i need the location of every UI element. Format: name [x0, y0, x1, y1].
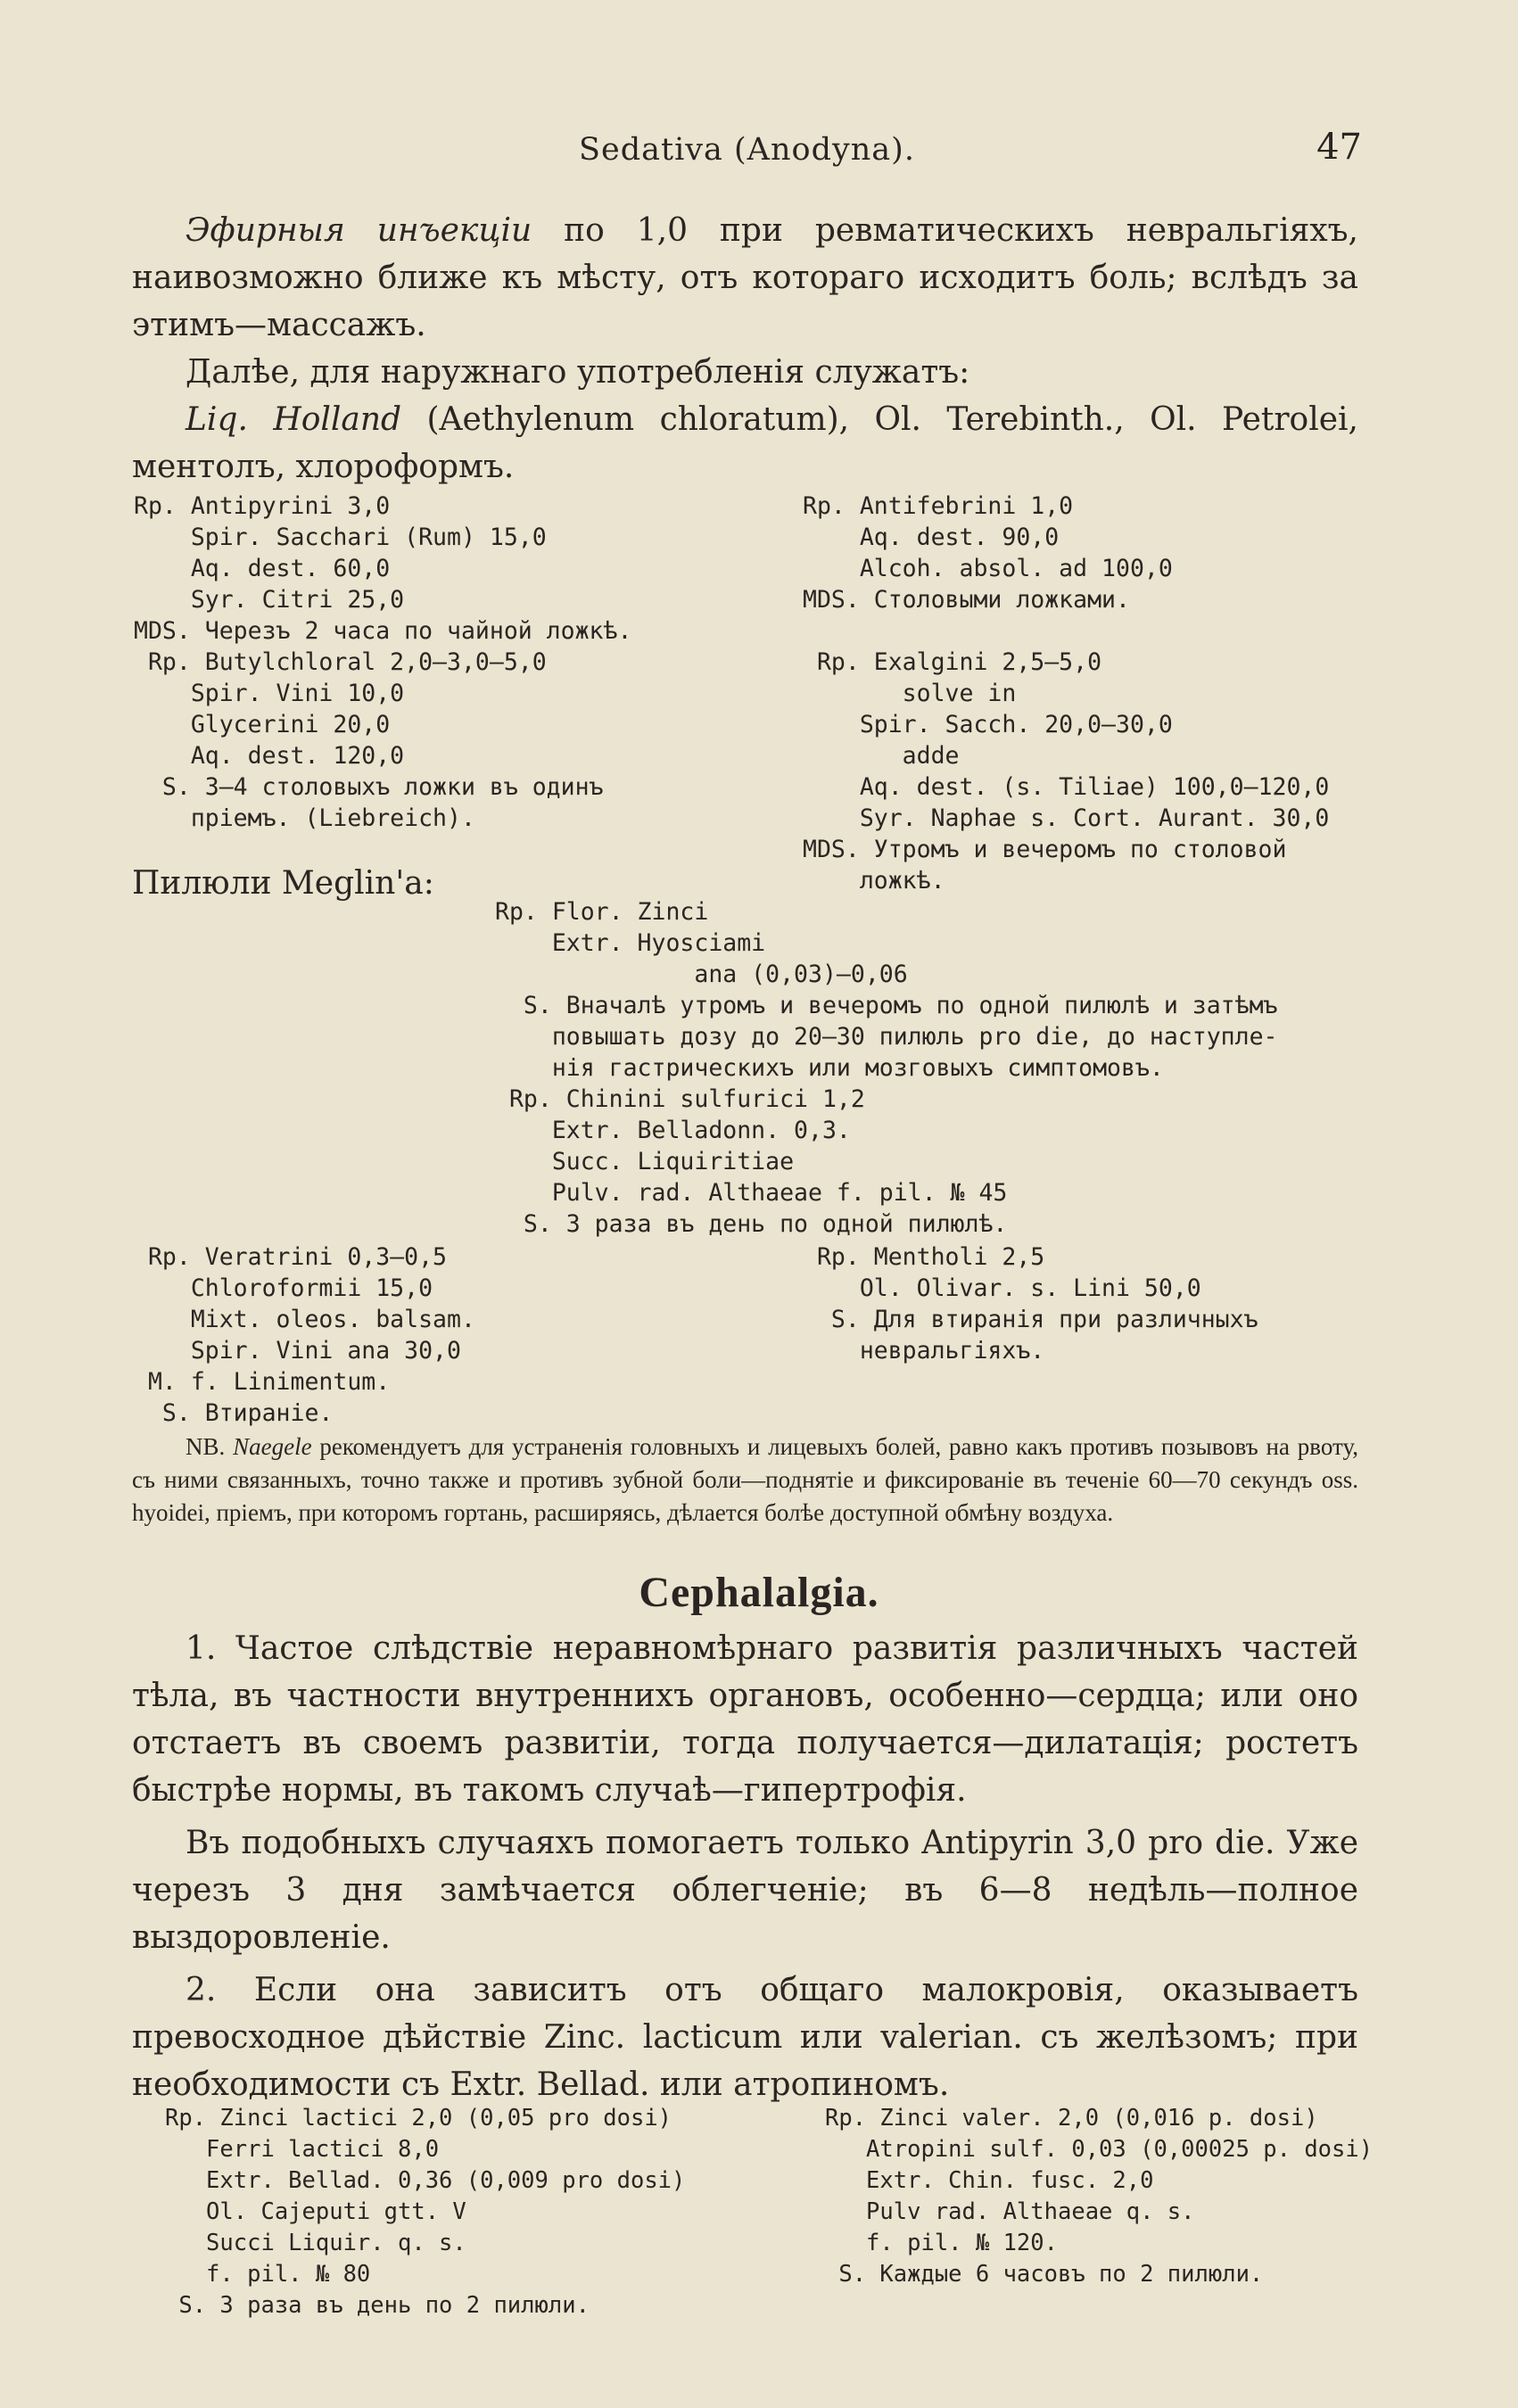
ether-injections-term: Эфирныя инъекціи	[186, 212, 532, 249]
prescription-zinc-lactic: Rp. Zinci lactici 2,0 (0,05 pro dosi) Ferri lactici 8,0 Extr. Bellad. 0,36 (0,009 pro dosi) Ol. Cajeputi gtt. V Succi Liquir. q. s. f. pil. № 80 S. 3 раза въ день по 2 пилюли.	[165, 2105, 686, 2319]
prescription-meglin-chinini: Rp. Flor. Zinci Extr. Hyosciami ana (0,03)—0,06 S. Вначалѣ утромъ и вечеромъ по одной пилюлѣ и затѣмъ повышать дозу до 20—30 пилюль pro die, до наступле- нія гастрическихъ или мозговыхъ симптомовъ. Rp. Chinini sulfurici 1,2 Extr. Belladonn. 0,3. Succ. Liquiritiae Pulv. rad. Althaeae f. pil. № 45 S. 3 раза въ день по одной пилюлѣ.	[495, 898, 1278, 1238]
prescription-antipyrin-butylchloral: Rp. Antipyrini 3,0 Spir. Sacchari (Rum) 15,0 Aq. dest. 60,0 Syr. Citri 25,0 MDS. Черезъ 2 часа по чайной ложкѣ. Rp. Butylchloral 2,0—3,0—5,0 Spir. Vini 10,0 Glycerini 20,0 Aq. dest. 120,0 S. 3—4 столовыхъ ложки въ одинъ пріемъ. (Liebreich).	[134, 492, 632, 832]
nb-text: рекомендуетъ для устраненія головныхъ и лицевыхъ болей, равно какъ противъ позывовъ на рвоту, съ ними связанныхъ, точно также и противъ зубной боли—поднятіе и фиксированіе въ теченіе 60—70 секундъ oss. hyoidei, пріемъ, при которомъ гортань, расширяясь, дѣлается болѣе доступной обмѣну воздуха.	[132, 1433, 1358, 1526]
prescription-veratrin: Rp. Veratrini 0,3—0,5 Chloroformii 15,0 Mixt. oleos. balsam. Spir. Vini ana 30,0 M. f. Linimentum. S. Втираніе.	[147, 1243, 475, 1427]
liq-holland-text: (Aethylenum chloratum), Ol. Terebinth., Ol. Petrolei, ментолъ, хлороформъ.	[132, 401, 1358, 485]
ether-injections-text: по 1,0 при ревматическихъ невральгіяхъ, наивозможно ближе къ мѣсту, отъ котораго исходитъ боль; вслѣдъ за этимъ—массажъ.	[132, 212, 1358, 343]
nb-note	[132, 1431, 1358, 1530]
prescription-zinc-valer: Rp. Zinci valer. 2,0 (0,016 p. dosi) Atropini sulf. 0,03 (0,00025 p. dosi) Extr. Chin. fusc. 2,0 Pulv rad. Althaeae q. s. f. pil. № 120. S. Каждые 6 часовъ по 2 пилюли.	[825, 2105, 1374, 2288]
paragraph-1: 1. Частое слѣдствіе неравномѣрнаго развитія различныхъ частей тѣла, въ частности внутреннихъ органовъ, особенно—сердца; или оно отстаетъ въ своемъ развитіи, тогда получается—дилатація; ростетъ быстрѣе нормы, въ такомъ случаѣ—гипертрофія.	[132, 1630, 1358, 1809]
nb-author: Naegele	[233, 1433, 312, 1460]
meglin-pills-label: Пилюли Meglin'a:	[132, 865, 434, 902]
liq-holland-term: Liq. Holland	[186, 401, 402, 438]
nb-paragraph	[132, 1431, 1358, 1530]
paragraph-external-use: Далѣе, для наружнаго употребленія служатъ:	[186, 354, 970, 391]
page-number: 47	[1316, 127, 1362, 168]
paragraph-antipyrin: Въ подобныхъ случаяхъ помогаетъ только Antipyrin 3,0 pro die. Уже черезъ 3 дня замѣчается облегченіе; въ 6—8 недѣль—полное выздоровленіе.	[132, 1825, 1358, 1956]
section-heading-cephalalgia: Cephalalgia.	[639, 1569, 879, 1616]
prescription-menthol: Rp. Mentholi 2,5 Ol. Olivar. s. Lini 50,0 S. Для втиранія при различныхъ невральгіяхъ.	[816, 1243, 1258, 1365]
paragraph-ether-injections	[132, 207, 1358, 349]
running-header	[132, 123, 1362, 177]
paragraph-2: 2. Если она зависитъ отъ общаго малокровія, оказываетъ превосходное дѣйствіе Zinc. lacticum или valerian. съ желѣзомъ; при необходимости съ Extr. Bellad. или атропиномъ.	[132, 1972, 1358, 2103]
nb-label: NB.	[186, 1433, 226, 1460]
running-title: Sedativa (Anodyna).	[579, 132, 915, 168]
prescription-antifebrin-exalgin: Rp. Antifebrini 1,0 Aq. dest. 90,0 Alcoh. absol. ad 100,0 MDS. Столовыми ложками. Rp. Exalgini 2,5—5,0 solve in Spir. Sacch. 20,0—30,0 adde Aq. dest. (s. Tiliae) 100,0—120,0 Syr. Naphae s. Cort. Aurant. 30,0 MDS. Утромъ и вечеромъ по столовой ложкѣ.	[803, 492, 1330, 895]
paragraph-liq-holland	[132, 396, 1358, 491]
intro-text	[132, 207, 1358, 491]
cephalalgia-text	[132, 1625, 1358, 2108]
